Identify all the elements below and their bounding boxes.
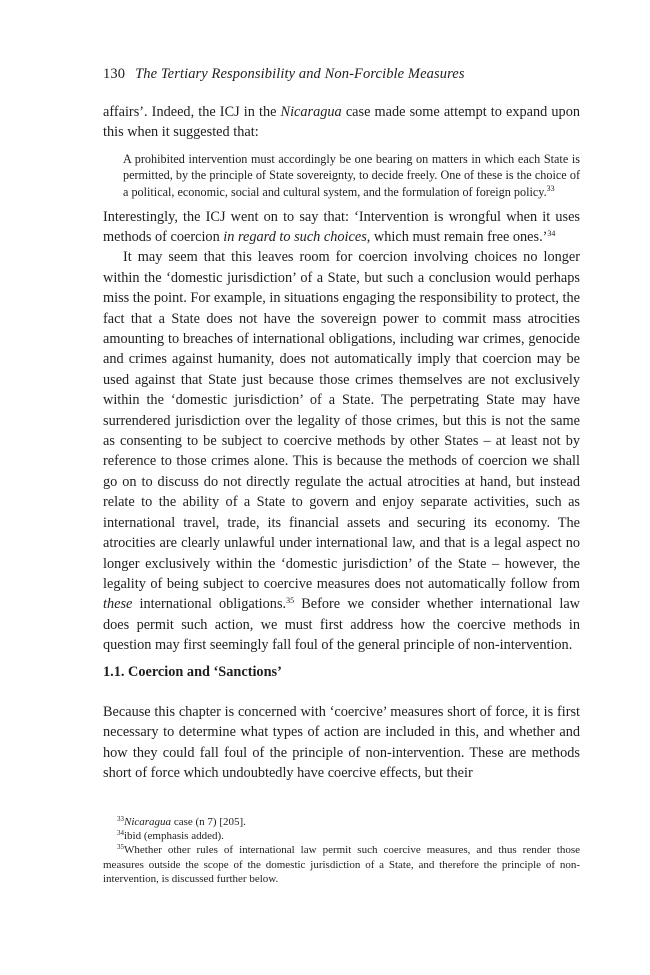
footnote-ref-34: 34 — [547, 229, 556, 238]
section-heading: 1.1. Coercion and ‘Sanctions’ — [103, 664, 282, 680]
footnote-35: $^{35}$Whether other rules of international law permit such coercive measures, and thus render those measures outside the scope of the domestic jurisdiction of a State, and therefore the principle of non-intervention, is discussed further below. — [103, 843, 580, 885]
running-head — [103, 66, 465, 83]
footnote-34: $^{34}$ibid (emphasis added). — [117, 829, 224, 843]
paragraph-2: Interestingly, the ICJ went on to say that: ‘Intervention is wrongful when it uses methods of coercion in regard to such choices, which must remain free ones.’$^{34}$ — [103, 208, 580, 245]
footnote-ref-35: 35 — [286, 596, 295, 606]
footnote-ref-33: 33 — [546, 184, 555, 193]
footnotes — [103, 815, 580, 886]
footnote-33: $^{33}$Nicaragua case (n 7) [205]. — [117, 815, 246, 828]
paragraph-1: affairs’. Indeed, the ICJ in the Nicaragua case made some attempt to expand upon this when it suggested that: — [103, 104, 580, 141]
section-body — [103, 702, 580, 784]
paragraph-3: It may seem that this leaves room for coercion involving choices no longer within the ‘domestic jurisdiction’ of a State, but such a conclusion would perhaps miss the point. For example, in situations engaging the responsibility to protect, the fact that a State does not have the sovereign power to commit mass atrocities amounting to breaches of international obligations, including war crimes, genocide and crimes against humanity, does not automatically imply that coercion may be used against that State just because those crimes themselves are not exclusively within the ‘domestic jurisdiction’ of a State. The perpetrating State may have surrendered jurisdiction over the legality of those crimes, but this is not the same as consenting to be subject to coercive methods by other States – at least not by reference to those crimes alone. This is because the methods of coercion we shall go on to discuss do not directly regulate the actual atrocities at hand, but instead relate to the ability of a State to govern and enjoy separate activities, such as international travel, trade, its financial assets and securing its economy. The atrocities are clearly unlawful under international law, and that is a legal aspect no longer exclusively within the ‘domestic jurisdiction’ of the State – however, the legality of being subject to coercive measures does not automatically follow from these international obligations.$^{35}$ Before we consider whether international law does permit such action, we must first address how the coercive methods in question may first seemingly fall foul of the general principle of non-intervention. — [103, 249, 581, 654]
block-quote: A prohibited intervention must accordingly be one bearing on matters in which each State is permitted, by the principle of State sovereignty, to decide freely. One of these is the choice of a political, economic, social and cultural system, and the formulation of foreign policy.$^{33}$ — [123, 151, 580, 199]
page-number: 130 — [103, 66, 126, 82]
main-text — [103, 102, 580, 656]
running-title: The Tertiary Responsibility and Non-Forcible Measures — [135, 66, 465, 82]
paragraph-4: Because this chapter is concerned with ‘coercive’ measures short of force, it is first necessary to determine what types of action are included in this, and whether and how they could fall foul of the principle of non-intervention. These are methods short of force which undoubtedly have coercive effects, but their — [103, 704, 580, 782]
